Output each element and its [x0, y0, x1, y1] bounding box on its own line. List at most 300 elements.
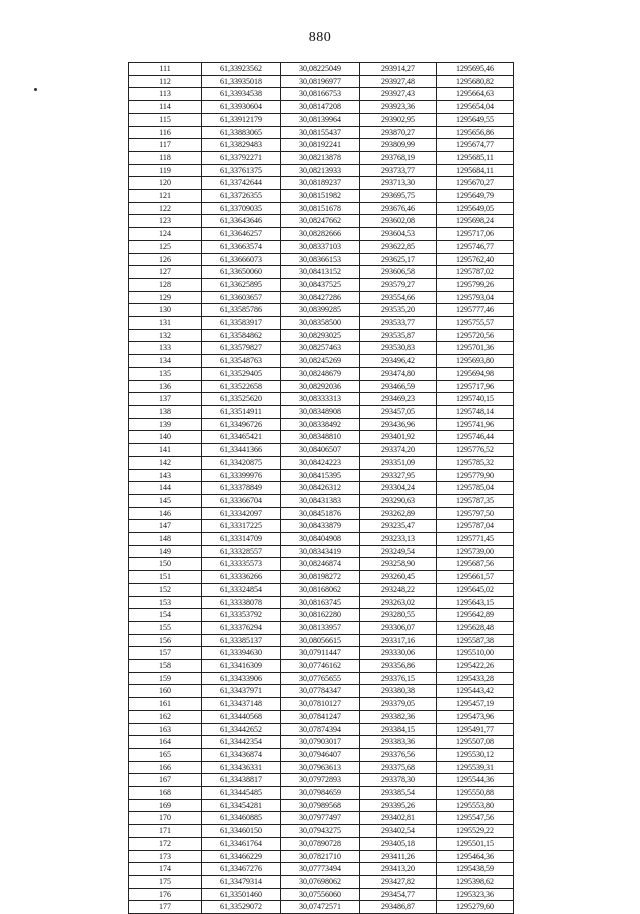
longitude-cell: 30,07911447: [281, 647, 360, 660]
longitude-cell: 30,07890728: [281, 837, 360, 850]
y-coordinate-cell: 1295785,32: [437, 456, 514, 469]
point-number-cell: 166: [129, 761, 202, 774]
longitude-cell: 30,08348810: [281, 431, 360, 444]
y-coordinate-cell: 1295740,15: [437, 393, 514, 406]
y-coordinate-cell: 1295698,24: [437, 215, 514, 228]
longitude-cell: 30,08282666: [281, 228, 360, 241]
table-row: [129, 863, 514, 876]
table-row: [129, 405, 514, 418]
table-row: [129, 139, 514, 152]
y-coordinate-cell: 1295323,36: [437, 888, 514, 901]
latitude-cell: 61,33529072: [202, 901, 281, 914]
y-coordinate-cell: 1295628,48: [437, 621, 514, 634]
table-row: [129, 660, 514, 673]
x-coordinate-cell: 293375,68: [360, 761, 437, 774]
latitude-cell: 61,33930604: [202, 101, 281, 114]
table-row: [129, 240, 514, 253]
point-number-cell: 143: [129, 469, 202, 482]
x-coordinate-cell: 293554,66: [360, 291, 437, 304]
y-coordinate-cell: 1295539,31: [437, 761, 514, 774]
latitude-cell: 61,33328557: [202, 545, 281, 558]
y-coordinate-cell: 1295693,80: [437, 355, 514, 368]
y-coordinate-cell: 1295739,00: [437, 545, 514, 558]
latitude-cell: 61,33420875: [202, 456, 281, 469]
longitude-cell: 30,08413152: [281, 266, 360, 279]
latitude-cell: 61,33522658: [202, 380, 281, 393]
table-row: [129, 380, 514, 393]
latitude-cell: 61,33436331: [202, 761, 281, 774]
point-number-cell: 121: [129, 190, 202, 203]
x-coordinate-cell: 293233,13: [360, 533, 437, 546]
x-coordinate-cell: 293401,92: [360, 431, 437, 444]
x-coordinate-cell: 293436,96: [360, 418, 437, 431]
latitude-cell: 61,33436874: [202, 748, 281, 761]
longitude-cell: 30,07810127: [281, 698, 360, 711]
point-number-cell: 156: [129, 634, 202, 647]
table-row: [129, 787, 514, 800]
y-coordinate-cell: 1295687,56: [437, 558, 514, 571]
table-row: [129, 151, 514, 164]
latitude-cell: 61,33454281: [202, 799, 281, 812]
x-coordinate-cell: 293384,15: [360, 723, 437, 736]
x-coordinate-cell: 293402,81: [360, 812, 437, 825]
y-coordinate-cell: 1295473,96: [437, 710, 514, 723]
y-coordinate-cell: 1295530,12: [437, 748, 514, 761]
x-coordinate-cell: 293768,19: [360, 151, 437, 164]
table-row: [129, 876, 514, 889]
table-row: [129, 63, 514, 76]
point-number-cell: 136: [129, 380, 202, 393]
x-coordinate-cell: 293383,36: [360, 736, 437, 749]
y-coordinate-cell: 1295279,60: [437, 901, 514, 914]
table-row: [129, 113, 514, 126]
x-coordinate-cell: 293262,89: [360, 507, 437, 520]
table-row: [129, 698, 514, 711]
table-row: [129, 558, 514, 571]
longitude-cell: 30,07903017: [281, 736, 360, 749]
x-coordinate-cell: 293380,38: [360, 685, 437, 698]
x-coordinate-cell: 293469,23: [360, 393, 437, 406]
longitude-cell: 30,08213933: [281, 164, 360, 177]
y-coordinate-cell: 1295649,55: [437, 113, 514, 126]
longitude-cell: 30,08213878: [281, 151, 360, 164]
x-coordinate-cell: 293530,83: [360, 342, 437, 355]
point-number-cell: 116: [129, 126, 202, 139]
latitude-cell: 61,33584862: [202, 329, 281, 342]
x-coordinate-cell: 293258,90: [360, 558, 437, 571]
point-number-cell: 119: [129, 164, 202, 177]
point-number-cell: 112: [129, 75, 202, 88]
longitude-cell: 30,08406507: [281, 444, 360, 457]
point-number-cell: 168: [129, 787, 202, 800]
latitude-cell: 61,33479314: [202, 876, 281, 889]
x-coordinate-cell: 293374,20: [360, 444, 437, 457]
latitude-cell: 61,33935018: [202, 75, 281, 88]
point-number-cell: 170: [129, 812, 202, 825]
y-coordinate-cell: 1295664,63: [437, 88, 514, 101]
y-coordinate-cell: 1295438,59: [437, 863, 514, 876]
point-number-cell: 123: [129, 215, 202, 228]
y-coordinate-cell: 1295422,26: [437, 660, 514, 673]
longitude-cell: 30,07773494: [281, 863, 360, 876]
table-row: [129, 799, 514, 812]
latitude-cell: 61,33529405: [202, 367, 281, 380]
x-coordinate-cell: 293733,77: [360, 164, 437, 177]
longitude-cell: 30,08433879: [281, 520, 360, 533]
y-coordinate-cell: 1295547,56: [437, 812, 514, 825]
point-number-cell: 129: [129, 291, 202, 304]
latitude-cell: 61,33335573: [202, 558, 281, 571]
point-number-cell: 115: [129, 113, 202, 126]
table-row: [129, 748, 514, 761]
y-coordinate-cell: 1295787,35: [437, 494, 514, 507]
latitude-cell: 61,33437971: [202, 685, 281, 698]
point-number-cell: 148: [129, 533, 202, 546]
point-number-cell: 177: [129, 901, 202, 914]
table-row: [129, 837, 514, 850]
point-number-cell: 145: [129, 494, 202, 507]
point-number-cell: 147: [129, 520, 202, 533]
latitude-cell: 61,33466229: [202, 850, 281, 863]
latitude-cell: 61,33792271: [202, 151, 281, 164]
point-number-cell: 124: [129, 228, 202, 241]
point-number-cell: 155: [129, 621, 202, 634]
x-coordinate-cell: 293402,54: [360, 825, 437, 838]
longitude-cell: 30,08343419: [281, 545, 360, 558]
x-coordinate-cell: 293914,27: [360, 63, 437, 76]
x-coordinate-cell: 293385,54: [360, 787, 437, 800]
y-coordinate-cell: 1295755,57: [437, 317, 514, 330]
y-coordinate-cell: 1295661,57: [437, 571, 514, 584]
longitude-cell: 30,08358500: [281, 317, 360, 330]
x-coordinate-cell: 293676,46: [360, 202, 437, 215]
longitude-cell: 30,07963613: [281, 761, 360, 774]
longitude-cell: 30,08348908: [281, 405, 360, 418]
table-row: [129, 101, 514, 114]
point-number-cell: 128: [129, 278, 202, 291]
latitude-cell: 61,33934538: [202, 88, 281, 101]
point-number-cell: 154: [129, 609, 202, 622]
point-number-cell: 142: [129, 456, 202, 469]
longitude-cell: 30,07977497: [281, 812, 360, 825]
table-row: [129, 761, 514, 774]
latitude-cell: 61,33525620: [202, 393, 281, 406]
table-row: [129, 456, 514, 469]
x-coordinate-cell: 293304,24: [360, 482, 437, 495]
table-row: [129, 596, 514, 609]
x-coordinate-cell: 293411,26: [360, 850, 437, 863]
longitude-cell: 30,08424223: [281, 456, 360, 469]
point-number-cell: 150: [129, 558, 202, 571]
y-coordinate-cell: 1295649,79: [437, 190, 514, 203]
longitude-cell: 30,08056615: [281, 634, 360, 647]
table-row: [129, 812, 514, 825]
point-number-cell: 175: [129, 876, 202, 889]
table-row: [129, 202, 514, 215]
x-coordinate-cell: 293306,07: [360, 621, 437, 634]
longitude-cell: 30,08196977: [281, 75, 360, 88]
table-row: [129, 609, 514, 622]
latitude-cell: 61,33442652: [202, 723, 281, 736]
table-row: [129, 571, 514, 584]
latitude-cell: 61,33338078: [202, 596, 281, 609]
y-coordinate-cell: 1295464,36: [437, 850, 514, 863]
longitude-cell: 30,08248679: [281, 367, 360, 380]
y-coordinate-cell: 1295777,46: [437, 304, 514, 317]
point-number-cell: 120: [129, 177, 202, 190]
y-coordinate-cell: 1295443,42: [437, 685, 514, 698]
longitude-cell: 30,08366153: [281, 253, 360, 266]
table-row: [129, 393, 514, 406]
coordinates-table: [128, 62, 514, 914]
longitude-cell: 30,08151982: [281, 190, 360, 203]
latitude-cell: 61,33923562: [202, 63, 281, 76]
x-coordinate-cell: 293535,20: [360, 304, 437, 317]
y-coordinate-cell: 1295762,40: [437, 253, 514, 266]
latitude-cell: 61,33385137: [202, 634, 281, 647]
table-row: [129, 482, 514, 495]
latitude-cell: 61,33440568: [202, 710, 281, 723]
latitude-cell: 61,33603657: [202, 291, 281, 304]
latitude-cell: 61,33317225: [202, 520, 281, 533]
longitude-cell: 30,08245269: [281, 355, 360, 368]
point-number-cell: 125: [129, 240, 202, 253]
table-row: [129, 126, 514, 139]
longitude-cell: 30,07698062: [281, 876, 360, 889]
point-number-cell: 141: [129, 444, 202, 457]
table-row: [129, 215, 514, 228]
point-number-cell: 146: [129, 507, 202, 520]
latitude-cell: 61,33548763: [202, 355, 281, 368]
longitude-cell: 30,08426312: [281, 482, 360, 495]
x-coordinate-cell: 293923,36: [360, 101, 437, 114]
point-number-cell: 172: [129, 837, 202, 850]
point-number-cell: 173: [129, 850, 202, 863]
latitude-cell: 61,33394630: [202, 647, 281, 660]
latitude-cell: 61,33742644: [202, 177, 281, 190]
longitude-cell: 30,07984659: [281, 787, 360, 800]
x-coordinate-cell: 293427,82: [360, 876, 437, 889]
y-coordinate-cell: 1295457,19: [437, 698, 514, 711]
table-row: [129, 355, 514, 368]
x-coordinate-cell: 293376,56: [360, 748, 437, 761]
table-row: [129, 418, 514, 431]
longitude-cell: 30,07943275: [281, 825, 360, 838]
point-number-cell: 162: [129, 710, 202, 723]
x-coordinate-cell: 293317,16: [360, 634, 437, 647]
y-coordinate-cell: 1295797,50: [437, 507, 514, 520]
longitude-cell: 30,08225049: [281, 63, 360, 76]
table-row: [129, 647, 514, 660]
longitude-cell: 30,08292036: [281, 380, 360, 393]
y-coordinate-cell: 1295643,15: [437, 596, 514, 609]
latitude-cell: 61,33625895: [202, 278, 281, 291]
point-number-cell: 117: [129, 139, 202, 152]
latitude-cell: 61,33829483: [202, 139, 281, 152]
table-row: [129, 634, 514, 647]
margin-dot: [34, 88, 37, 91]
point-number-cell: 127: [129, 266, 202, 279]
y-coordinate-cell: 1295553,80: [437, 799, 514, 812]
y-coordinate-cell: 1295642,89: [437, 609, 514, 622]
table-row: [129, 774, 514, 787]
point-number-cell: 139: [129, 418, 202, 431]
y-coordinate-cell: 1295720,56: [437, 329, 514, 342]
latitude-cell: 61,33314709: [202, 533, 281, 546]
latitude-cell: 61,33761375: [202, 164, 281, 177]
coordinates-table-body: [129, 63, 514, 914]
longitude-cell: 30,08168062: [281, 583, 360, 596]
x-coordinate-cell: 293870,27: [360, 126, 437, 139]
table-row: [129, 304, 514, 317]
y-coordinate-cell: 1295656,86: [437, 126, 514, 139]
latitude-cell: 61,33501460: [202, 888, 281, 901]
longitude-cell: 30,08163745: [281, 596, 360, 609]
point-number-cell: 133: [129, 342, 202, 355]
latitude-cell: 61,33376294: [202, 621, 281, 634]
y-coordinate-cell: 1295776,52: [437, 444, 514, 457]
x-coordinate-cell: 293379,05: [360, 698, 437, 711]
latitude-cell: 61,33467276: [202, 863, 281, 876]
longitude-cell: 30,08451876: [281, 507, 360, 520]
x-coordinate-cell: 293622,85: [360, 240, 437, 253]
point-number-cell: 137: [129, 393, 202, 406]
y-coordinate-cell: 1295674,77: [437, 139, 514, 152]
x-coordinate-cell: 293263,02: [360, 596, 437, 609]
longitude-cell: 30,08198272: [281, 571, 360, 584]
table-row: [129, 278, 514, 291]
x-coordinate-cell: 293327,95: [360, 469, 437, 482]
latitude-cell: 61,33650060: [202, 266, 281, 279]
latitude-cell: 61,33437148: [202, 698, 281, 711]
table-row: [129, 431, 514, 444]
x-coordinate-cell: 293606,58: [360, 266, 437, 279]
y-coordinate-cell: 1295684,11: [437, 164, 514, 177]
longitude-cell: 30,07472571: [281, 901, 360, 914]
y-coordinate-cell: 1295787,04: [437, 520, 514, 533]
point-number-cell: 152: [129, 583, 202, 596]
point-number-cell: 138: [129, 405, 202, 418]
latitude-cell: 61,33643646: [202, 215, 281, 228]
latitude-cell: 61,33399976: [202, 469, 281, 482]
x-coordinate-cell: 293533,77: [360, 317, 437, 330]
table-row: [129, 228, 514, 241]
longitude-cell: 30,08155437: [281, 126, 360, 139]
y-coordinate-cell: 1295748,14: [437, 405, 514, 418]
table-row: [129, 520, 514, 533]
point-number-cell: 130: [129, 304, 202, 317]
table-row: [129, 444, 514, 457]
longitude-cell: 30,08133957: [281, 621, 360, 634]
table-row: [129, 494, 514, 507]
x-coordinate-cell: 293713,30: [360, 177, 437, 190]
point-number-cell: 160: [129, 685, 202, 698]
point-number-cell: 167: [129, 774, 202, 787]
longitude-cell: 30,08404908: [281, 533, 360, 546]
table-row: [129, 533, 514, 546]
table-row: [129, 710, 514, 723]
x-coordinate-cell: 293330,06: [360, 647, 437, 660]
latitude-cell: 61,33433906: [202, 672, 281, 685]
x-coordinate-cell: 293248,22: [360, 583, 437, 596]
latitude-cell: 61,33438817: [202, 774, 281, 787]
point-number-cell: 163: [129, 723, 202, 736]
x-coordinate-cell: 293454,77: [360, 888, 437, 901]
latitude-cell: 61,33496726: [202, 418, 281, 431]
longitude-cell: 30,08431383: [281, 494, 360, 507]
latitude-cell: 61,33353792: [202, 609, 281, 622]
latitude-cell: 61,33663574: [202, 240, 281, 253]
longitude-cell: 30,08257463: [281, 342, 360, 355]
x-coordinate-cell: 293474,80: [360, 367, 437, 380]
y-coordinate-cell: 1295785,04: [437, 482, 514, 495]
point-number-cell: 140: [129, 431, 202, 444]
y-coordinate-cell: 1295670,27: [437, 177, 514, 190]
table-row: [129, 164, 514, 177]
latitude-cell: 61,33342097: [202, 507, 281, 520]
y-coordinate-cell: 1295529,22: [437, 825, 514, 838]
y-coordinate-cell: 1295746,44: [437, 431, 514, 444]
y-coordinate-cell: 1295717,06: [437, 228, 514, 241]
table-row: [129, 317, 514, 330]
longitude-cell: 30,07841247: [281, 710, 360, 723]
table-row: [129, 583, 514, 596]
point-number-cell: 171: [129, 825, 202, 838]
x-coordinate-cell: 293579,27: [360, 278, 437, 291]
table-row: [129, 266, 514, 279]
table-row: [129, 672, 514, 685]
y-coordinate-cell: 1295771,45: [437, 533, 514, 546]
x-coordinate-cell: 293466,59: [360, 380, 437, 393]
longitude-cell: 30,08337103: [281, 240, 360, 253]
point-number-cell: 149: [129, 545, 202, 558]
table-row: [129, 291, 514, 304]
latitude-cell: 61,33336266: [202, 571, 281, 584]
y-coordinate-cell: 1295694,98: [437, 367, 514, 380]
y-coordinate-cell: 1295695,46: [437, 63, 514, 76]
longitude-cell: 30,07972893: [281, 774, 360, 787]
y-coordinate-cell: 1295587,38: [437, 634, 514, 647]
y-coordinate-cell: 1295741,96: [437, 418, 514, 431]
latitude-cell: 61,33378849: [202, 482, 281, 495]
table-row: [129, 253, 514, 266]
x-coordinate-cell: 293695,75: [360, 190, 437, 203]
x-coordinate-cell: 293902,95: [360, 113, 437, 126]
longitude-cell: 30,07874394: [281, 723, 360, 736]
point-number-cell: 176: [129, 888, 202, 901]
point-number-cell: 164: [129, 736, 202, 749]
point-number-cell: 157: [129, 647, 202, 660]
longitude-cell: 30,08437525: [281, 278, 360, 291]
latitude-cell: 61,33460885: [202, 812, 281, 825]
x-coordinate-cell: 293486,87: [360, 901, 437, 914]
latitude-cell: 61,33583917: [202, 317, 281, 330]
longitude-cell: 30,08192241: [281, 139, 360, 152]
y-coordinate-cell: 1295717,96: [437, 380, 514, 393]
table-row: [129, 88, 514, 101]
x-coordinate-cell: 293290,63: [360, 494, 437, 507]
x-coordinate-cell: 293376,15: [360, 672, 437, 685]
longitude-cell: 30,07784347: [281, 685, 360, 698]
latitude-cell: 61,33416309: [202, 660, 281, 673]
y-coordinate-cell: 1295793,04: [437, 291, 514, 304]
y-coordinate-cell: 1295491,77: [437, 723, 514, 736]
longitude-cell: 30,07946407: [281, 748, 360, 761]
page-number: 880: [308, 30, 332, 45]
x-coordinate-cell: 293378,30: [360, 774, 437, 787]
y-coordinate-cell: 1295398,62: [437, 876, 514, 889]
longitude-cell: 30,07556060: [281, 888, 360, 901]
